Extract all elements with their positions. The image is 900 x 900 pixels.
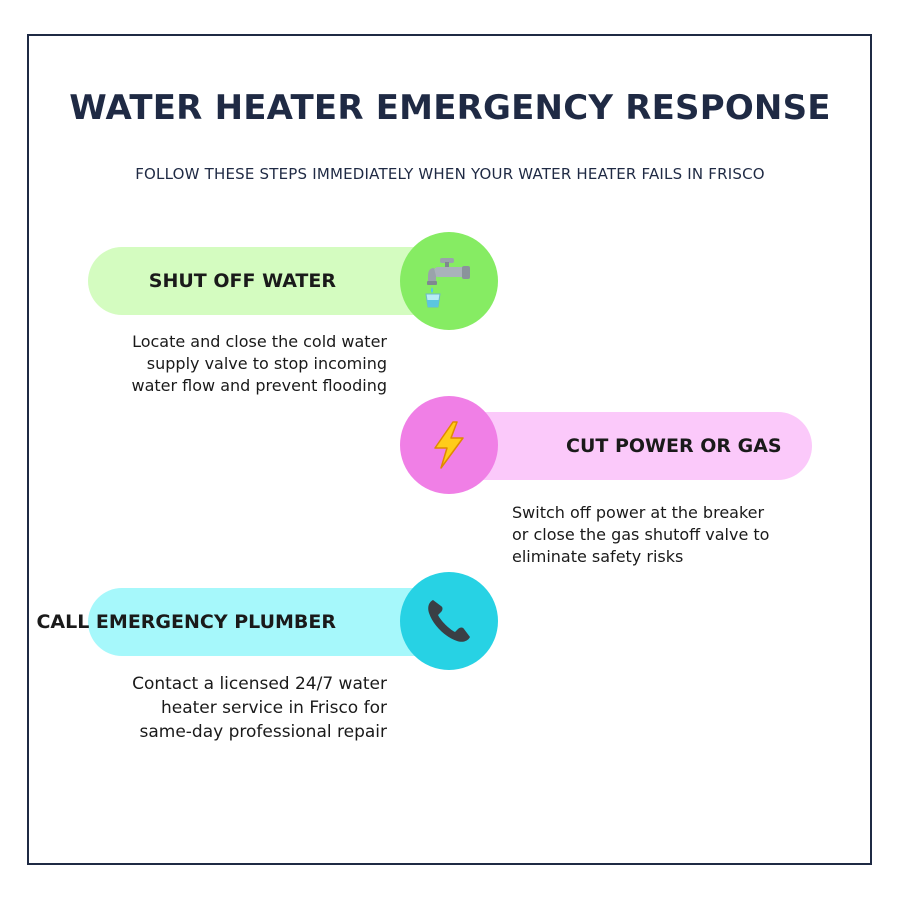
step-label: SHUT OFF WATER: [148, 270, 336, 292]
step-cut-power-or-gas-description: Switch off power at the breaker or close the gas shutoff valve to eliminate safety risks: [512, 503, 770, 566]
step-shut-off-water-icon-circle: [400, 232, 498, 330]
step-call-emergency-plumber-description: Contact a licensed 24/7 water heater service in Frisco for same-day professional repair: [132, 674, 387, 742]
page-subtitle: FOLLOW THESE STEPS IMMEDIATELY WHEN YOUR WATER HEATER FAILS IN FRISCO: [135, 165, 765, 183]
step-shut-off-water-pill: [88, 247, 448, 315]
step-label: CALL EMERGENCY PLUMBER: [36, 611, 336, 633]
step-cut-power-or-gas-icon-circle: [400, 396, 498, 494]
page-title: WATER HEATER EMERGENCY RESPONSE: [69, 88, 831, 128]
step-call-emergency-plumber-icon-circle: [400, 572, 498, 670]
lightning-icon: [429, 420, 469, 470]
step-cut-power-or-gas-pill: [452, 412, 812, 480]
phone-icon: [424, 596, 474, 646]
step-shut-off-water-description: Locate and close the cold water supply valve to stop incoming water flow and prevent flooding: [131, 332, 387, 395]
faucet-icon: [424, 254, 474, 308]
step-call-emergency-plumber-pill: [36, 588, 448, 656]
step-label: CUT POWER OR GAS: [566, 435, 782, 457]
